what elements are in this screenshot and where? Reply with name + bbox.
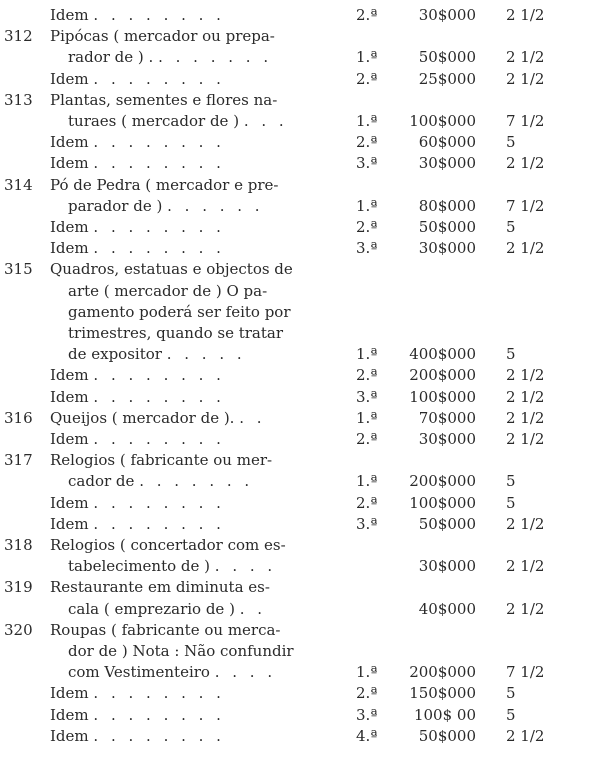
entry-text: gamento poderá ser feito por xyxy=(68,302,291,321)
entry-text: de expositor xyxy=(68,345,162,364)
entry-description xyxy=(50,493,225,514)
entry-value: 30$000 xyxy=(418,430,476,448)
leader-dots: . . . . . xyxy=(166,345,246,364)
table-row xyxy=(0,26,600,47)
entry-text: Idem xyxy=(50,684,89,703)
entry-text: cala ( emprezario de ) xyxy=(68,599,235,618)
table-row xyxy=(0,556,600,577)
table-row xyxy=(0,408,600,429)
entry-text: Idem xyxy=(50,239,89,258)
entry-value: 400$000 xyxy=(409,345,476,364)
entry-value: 100$ 00 xyxy=(413,705,476,724)
entry-description xyxy=(50,577,270,598)
entry-rate: 2 1/2 xyxy=(506,48,545,67)
table-row xyxy=(0,577,600,598)
entry-class: 1.ª xyxy=(356,663,378,682)
leader-dots: . . xyxy=(239,408,266,427)
entry-number: 314 xyxy=(4,175,33,194)
table-row xyxy=(0,705,600,726)
entry-value: 50$000 xyxy=(418,48,476,67)
entry-class: 2.ª xyxy=(356,684,378,703)
entry-class: 2.ª xyxy=(356,133,378,152)
entry-value: 50$000 xyxy=(418,514,476,533)
entry-description xyxy=(50,408,266,429)
entry-class: 2.ª xyxy=(356,6,378,24)
entry-text: turaes ( mercador de ) xyxy=(68,112,240,130)
entry-number: 313 xyxy=(4,90,33,109)
entry-description xyxy=(50,620,281,641)
entry-description xyxy=(68,47,272,68)
entry-class: 3.ª xyxy=(356,514,378,533)
entry-value: 25$000 xyxy=(418,69,476,88)
entry-text: com Vestimenteiro xyxy=(68,663,210,682)
entry-text: tabelecimento de ) xyxy=(68,557,211,576)
entry-text: Pó de Pedra ( mercador e pre- xyxy=(50,175,279,194)
leader-dots: . . . . . . . . xyxy=(93,726,225,745)
entry-text: Idem xyxy=(50,493,89,512)
table-row xyxy=(0,493,600,514)
table-row xyxy=(0,641,600,662)
table-row xyxy=(0,132,600,153)
leader-dots: . . . . . . . . xyxy=(93,430,225,448)
entry-text: Restaurante em diminuta es- xyxy=(50,578,270,597)
entry-value: 200$000 xyxy=(409,472,476,491)
entry-number: 317 xyxy=(4,451,33,470)
entry-description xyxy=(68,344,246,365)
entry-text: Idem xyxy=(50,218,89,236)
entry-value: 30$000 xyxy=(418,154,476,173)
entry-text: Idem xyxy=(50,705,89,724)
entry-class: 3.ª xyxy=(356,239,378,258)
entry-rate: 2 1/2 xyxy=(506,239,545,258)
leader-dots: . . . . . . . . xyxy=(93,154,225,173)
table-row xyxy=(0,111,600,132)
entry-text: Relogios ( fabricante ou mer- xyxy=(50,451,273,470)
entry-description xyxy=(50,217,225,238)
entry-description xyxy=(50,514,225,535)
entry-description xyxy=(68,323,283,344)
leader-dots: . . . . . . . . xyxy=(93,218,225,236)
entry-rate: 2 1/2 xyxy=(506,557,545,576)
entry-description xyxy=(68,662,276,683)
entry-value: 50$000 xyxy=(418,218,476,236)
entry-rate: 2 1/2 xyxy=(506,599,545,618)
entry-number: 318 xyxy=(4,536,33,554)
entry-class: 1.ª xyxy=(356,472,378,491)
entry-rate: 5 xyxy=(506,684,516,703)
leader-dots: . . . . . . . . xyxy=(93,69,225,88)
table-row xyxy=(0,217,600,238)
entry-description xyxy=(50,726,225,747)
entry-text: dor de ) Nota : Não confundir xyxy=(68,642,294,660)
leader-dots: . . . xyxy=(243,112,288,130)
entry-text: trimestres, quando se tratar xyxy=(68,324,283,342)
entry-rate: 5 xyxy=(506,493,516,512)
entry-text: Roupas ( fabricante ou merca- xyxy=(50,620,281,639)
entry-description xyxy=(50,69,225,90)
leader-dots: . . . . . . . . xyxy=(93,6,225,24)
entry-description xyxy=(50,153,225,174)
entry-text: parador de ) xyxy=(68,196,163,215)
entry-value: 30$000 xyxy=(418,557,476,576)
entry-number: 320 xyxy=(4,620,33,639)
entry-text: Idem xyxy=(50,366,89,385)
entry-number: 319 xyxy=(4,578,33,597)
entry-description xyxy=(50,683,225,704)
table-row xyxy=(0,344,600,365)
table-row xyxy=(0,662,600,683)
entry-text: Idem xyxy=(50,154,89,173)
table-row xyxy=(0,175,600,196)
entry-text: Idem xyxy=(50,387,89,406)
table-row xyxy=(0,259,600,280)
entry-rate: 7 1/2 xyxy=(506,196,545,215)
entry-class: 1.ª xyxy=(356,112,378,130)
entry-number: 316 xyxy=(4,408,33,427)
entry-class: 3.ª xyxy=(356,154,378,173)
entry-description xyxy=(50,365,225,386)
entry-description xyxy=(50,429,225,450)
table-row xyxy=(0,153,600,174)
entry-description xyxy=(50,132,225,153)
entry-class: 2.ª xyxy=(356,493,378,512)
leader-dots: . . . . . . . xyxy=(158,48,273,67)
entry-description xyxy=(68,111,288,132)
entry-text: Idem xyxy=(50,6,89,24)
table-row xyxy=(0,323,600,344)
entry-description xyxy=(50,90,277,111)
entry-description xyxy=(50,5,225,26)
entry-description xyxy=(68,281,267,302)
entry-text: Idem xyxy=(50,69,89,88)
entry-text: Idem xyxy=(50,133,89,152)
entry-text: Idem xyxy=(50,726,89,745)
entry-description xyxy=(68,641,294,662)
table-row xyxy=(0,429,600,450)
leader-dots: . . . . xyxy=(214,557,277,576)
entry-class: 1.ª xyxy=(356,48,378,67)
entry-rate: 2 1/2 xyxy=(506,69,545,88)
entry-class: 2.ª xyxy=(356,430,378,448)
table-row xyxy=(0,365,600,386)
entry-value: 100$000 xyxy=(409,112,476,130)
entry-text: Plantas, sementes e flores na- xyxy=(50,90,278,109)
leader-dots: . . . . . . . . xyxy=(93,133,225,152)
table-row xyxy=(0,5,600,26)
table-row xyxy=(0,471,600,492)
entry-value: 30$000 xyxy=(418,6,476,24)
table-row xyxy=(0,514,600,535)
entry-rate: 2 1/2 xyxy=(506,366,545,385)
entry-text: Pipócas ( mercador ou prepa- xyxy=(50,27,275,46)
entry-description xyxy=(50,387,225,408)
entry-text: Relogios ( concertador com es- xyxy=(50,536,286,554)
entry-number: 315 xyxy=(4,260,33,279)
entry-text: Quadros, estatuas e objectos de xyxy=(50,260,293,279)
entry-class: 4.ª xyxy=(356,726,378,745)
entry-class: 1.ª xyxy=(356,408,378,427)
leader-dots: . . . . . . . . xyxy=(93,514,225,533)
entry-description xyxy=(68,556,276,577)
table-row xyxy=(0,238,600,259)
entry-value: 200$000 xyxy=(409,366,476,385)
leader-dots: . . . . . . . . xyxy=(93,239,225,258)
entry-value: 50$000 xyxy=(418,726,476,745)
table-row xyxy=(0,69,600,90)
entry-description xyxy=(50,535,286,556)
entry-class: 1.ª xyxy=(356,196,378,215)
entry-text: arte ( mercador de ) O pa- xyxy=(68,281,268,300)
leader-dots: . . . . . . . . xyxy=(93,493,225,512)
leader-dots: . . . . . . xyxy=(167,196,264,215)
entry-value: 150$000 xyxy=(409,684,476,703)
leader-dots: . . xyxy=(239,599,267,618)
entry-text: Idem xyxy=(50,430,89,448)
leader-dots: . . . . . . . . xyxy=(93,684,225,703)
entry-rate: 5 xyxy=(506,345,516,364)
table-row xyxy=(0,535,600,556)
leader-dots: . . . . . . . xyxy=(139,472,254,491)
entry-value: 100$000 xyxy=(409,493,476,512)
entry-rate: 2 1/2 xyxy=(506,514,545,533)
entry-rate: 2 1/2 xyxy=(506,6,545,24)
entry-text: Idem xyxy=(50,514,89,533)
table-row xyxy=(0,620,600,641)
entry-text: cador de xyxy=(68,472,135,491)
entry-value: 70$000 xyxy=(418,408,476,427)
entry-description xyxy=(50,705,225,726)
entry-value: 200$000 xyxy=(409,663,476,682)
entry-rate: 5 xyxy=(506,472,516,491)
entry-rate: 5 xyxy=(506,133,516,152)
entry-rate: 5 xyxy=(506,705,516,724)
entry-rate: 7 1/2 xyxy=(506,663,545,682)
entry-description xyxy=(68,196,264,217)
entry-description xyxy=(50,26,275,47)
table-row xyxy=(0,90,600,111)
leader-dots: . . . . . . . . xyxy=(93,387,225,406)
entry-description xyxy=(50,450,272,471)
entry-value: 100$000 xyxy=(409,387,476,406)
entry-number: 312 xyxy=(4,27,33,46)
entry-value: 60$000 xyxy=(418,133,476,152)
table-row xyxy=(0,302,600,323)
entry-description xyxy=(68,302,291,323)
entry-rate: 7 1/2 xyxy=(506,112,545,130)
table-row xyxy=(0,47,600,68)
table-row xyxy=(0,196,600,217)
table-row xyxy=(0,726,600,747)
entry-rate: 5 xyxy=(506,218,516,236)
leader-dots: . . . . . . . . xyxy=(93,705,225,724)
leader-dots: . . . . xyxy=(214,663,277,682)
entry-class: 2.ª xyxy=(356,69,378,88)
entry-value: 30$000 xyxy=(418,239,476,258)
entry-text: rador de ) . xyxy=(68,48,154,67)
table-row xyxy=(0,450,600,471)
entry-description xyxy=(50,175,278,196)
entry-description xyxy=(68,471,253,492)
entry-description xyxy=(50,259,293,280)
entry-description xyxy=(50,238,225,259)
entry-class: 3.ª xyxy=(356,705,378,724)
entry-rate: 2 1/2 xyxy=(506,154,545,173)
entry-description xyxy=(68,599,266,620)
entry-class: 2.ª xyxy=(356,366,378,385)
entry-rate: 2 1/2 xyxy=(506,387,545,406)
entry-text: Queijos ( mercador de ). xyxy=(50,408,235,427)
table-row xyxy=(0,599,600,620)
entry-rate: 2 1/2 xyxy=(506,726,545,745)
entry-class: 1.ª xyxy=(356,345,378,364)
table-row xyxy=(0,387,600,408)
entry-rate: 2 1/2 xyxy=(506,430,545,448)
entry-value: 40$000 xyxy=(418,599,476,618)
table-row xyxy=(0,281,600,302)
entry-value: 80$000 xyxy=(418,196,476,215)
entry-class: 3.ª xyxy=(356,387,378,406)
entry-rate: 2 1/2 xyxy=(506,408,545,427)
entry-class: 2.ª xyxy=(356,218,378,236)
leader-dots: . . . . . . . . xyxy=(93,366,225,385)
table-row xyxy=(0,683,600,704)
